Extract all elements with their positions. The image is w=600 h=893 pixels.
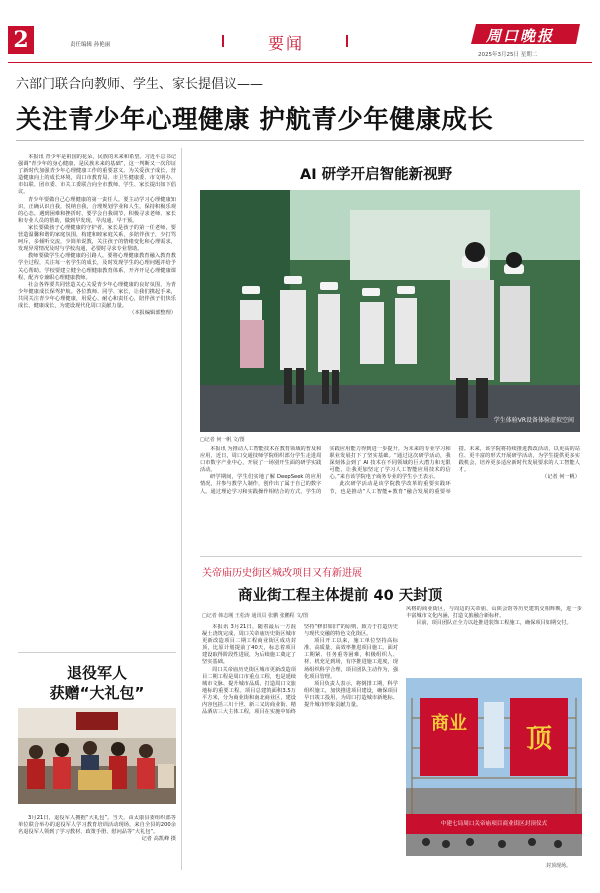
vr-paragraph: 本报讯 为推动人工智能技术在教育领域的普及和应用，近日，周口交通技师学院组织部分学生走进周口市数字产业中心，开展了一场别开生面的研学实践活动。 <box>200 446 322 474</box>
headline-rule <box>16 140 584 141</box>
lead-byline: （本报编辑部整理） <box>129 310 176 317</box>
street-headline: 商业街工程主体提前 40 天封顶 <box>238 588 443 604</box>
lead-paragraph: 社会各界要共同营造关心关爱青少年心理健康的良好氛围，为青少年健康成长保驾护航。各位教师、同学、家长，让我们携起手来，共同关注青少年心理健康，用爱心、耐心和责任心，陪伴孩子们快乐成长、健康成长，为建设现代化周口贡献力量。 <box>18 281 176 309</box>
street-photo <box>406 678 582 856</box>
street-paragraph: 本报讯 3月21日，随着最后一方混凝土浇筑完成，周口关帝庙历史街区城市更新改造项目二期工程商业街区成功封顶，比原计划提前了40天，标志着项目建设取得阶段性进展，为后续施工奠定了坚实基础。 <box>202 624 296 666</box>
vr-paragraph: 此次研学活动是该学院教学改革的重要实践环节，也是推动“人工智能+教育”融合发展的重要举措。未来，该学院将持续推进教改活动，以更高的站位、更丰富的形式开展研学活动，为学生提供更多实践机会，培养更多适应新时代发展要求的人工智能人才。 <box>329 446 580 495</box>
vr-photo-overlay: 学生体验VR设备体验虚拟空间 <box>493 417 574 424</box>
lead-paragraph: 本报讯 青少年是祖国的花朵，民族的未来和希望。习近平总书记强调“青少年的身心健康，是民族未来的基础”，这一判断又一次印证了新时代加强青少年心理健康工作的重要意义。为关爱孩子成长，营造健康向上的成长环境，周口市教育局、市卫生健康委、市文明办、市妇联、团市委、市关工委联合向全市教师、学生、家长提出如下倡议。 <box>18 154 176 196</box>
column-separator <box>181 148 182 870</box>
masthead-rule <box>8 62 592 63</box>
street-side-paragraph: 风格的商业街区，与周边的关帝庙、山陕会馆等历史建筑交相辉映，进一步丰富城市文化内涵，打造文旅融合新标杆。 <box>406 606 582 620</box>
veteran-photo-scene <box>18 708 176 804</box>
street-byline: □记者 韩志刚 王松涛 通讯员 张鹏 张鹏程 文/图 <box>202 613 308 619</box>
street-photo-scene <box>406 678 582 856</box>
lead-paragraph: 教师要做学生心理健康的引路人。要将心理健康教育融入教育教学全过程，关注每一名学生的成长，及时发现学生的心理问题并给予关心帮助。学校要建立健全心理健康教育体系，开齐开足心理健康课程，配齐专兼职心理健康教师。 <box>18 253 176 281</box>
street-paragraph: 项目开工以来，施工单位坚持高标准、高质量、高效率推进项目施工。面对工期紧、任务重等困难，积极组织人、材、机充足到场，有序推进施工进度，现场组织科学合理，项目团队主动作为，强化项目管理。 <box>304 638 398 680</box>
banner-left-text: 商业 <box>431 713 467 734</box>
paper-name-logo <box>470 23 582 45</box>
section-divider-right <box>346 35 348 47</box>
banner-right-text: 顶 <box>525 724 552 754</box>
vr-body <box>200 446 580 546</box>
left-column-rule <box>18 652 176 653</box>
page-number-box <box>8 26 34 54</box>
street-photo-credit: 封顶现场。 <box>546 863 572 869</box>
lead-body <box>18 154 176 634</box>
veteran-credit: 记者 高凯峰 摄 <box>141 836 176 843</box>
vr-paragraph: 研学期间，学生们实地了解 DeepSeek 的应用情况，并参与教学人制作，创作出了属于自己的数字人。通过理论学习和实践操作相结合的方式，学生的实践应用能力得到进一步提升，为未来的专业学习和职业发展打下了坚实基础。“通过这次研学活动，我深刻体会到了 AI 技术在不同领域的巨大潜力和无限可能，让我更加坚定了学习人工智能应用技术的信心。”来自该学院电子商务专业的学生小王表示。 <box>200 446 451 495</box>
paper-name: 周口晚报 <box>486 27 555 45</box>
banner-caption: 中建七局周口关帝庙项目商业街区封顶仪式 <box>440 821 548 827</box>
section-title: 要闻 <box>268 34 305 53</box>
lead-kicker: 六部门联合向教师、学生、家长提倡议—— <box>16 77 264 92</box>
street-side-paragraph: 目前，项目团队正全力以赴推进装饰工程施工，确保项目如期交付。 <box>416 620 572 627</box>
veteran-caption <box>18 815 176 873</box>
vr-photo-credit: □记者 何一帆 文/图 <box>200 437 245 443</box>
veteran-headline-1: 退役军人 <box>66 664 127 682</box>
street-paragraph: 周口关帝庙历史街区城市更新改造项目二期工程是周口市重点工程，也是延续城市文脉、提升城市品质、打造周口文旅地标的重要工程。项目总建筑面积3.5万平方米，分为商业街和南北商业区，建设内容包括三川十世、新三义坊商业街、精品酒店三大主体工程，项目在实施中始终坚持“修旧如旧”的原则，致力于打造历史与现代交融的特色文化街区。 <box>202 624 398 716</box>
page-number: 2 <box>13 27 29 53</box>
section-divider-left <box>222 35 224 47</box>
veteran-caption-text: 3月21日，退役军人拥抱“大礼包”。当天，由太康县委组织部等单位联合举办的退役军人学习教育培训活动现场，来自全县的200余名退役军人领到了学习教材、政策手册、慰问品等“大礼包”。 <box>18 815 176 836</box>
veteran-photo <box>18 708 176 804</box>
street-paragraph: 项目负责人表示，将倒排工期，科学组织施工，加快推进项目建设，确保项目早日竣工投用，为周口打造城市新地标、提升城市形象贡献力量。 <box>304 680 398 709</box>
street-body <box>202 624 398 872</box>
date-line: 2025年3月25日 星期二 <box>478 52 538 58</box>
vr-photo <box>200 190 580 432</box>
vr-bottom-rule <box>200 556 582 557</box>
veteran-headline-2: 获赠“大礼包” <box>49 684 145 702</box>
lead-paragraph: 家长要做孩子心理健康的守护者。家长是孩子的第一任老师，要营造温馨和谐的家庭氛围，构建和睦家庭关系，多陪伴孩子，少打骂呵斥，多倾听交流，少简单说教，关注孩子的情绪变化和心理需求，发现异常情况及时与学校沟通，必要时寻求专业帮助。 <box>18 224 176 253</box>
vr-byline: （记者 何一帆） <box>542 474 580 481</box>
editor-line: 责任编辑 孙艳丽 <box>70 42 111 48</box>
vr-photo-scene <box>200 190 580 432</box>
vr-headline: AI 研学开启智能新视野 <box>300 167 453 183</box>
street-side-body <box>406 606 582 666</box>
lead-paragraph: 青少年要做自己心理健康的第一责任人。要主动学习心理健康知识，正确认识自我，悦纳自我，合理规划学业和人生，保持积极乐观的心态。遇到困难和挫折时，要学会自我调节，积极寻求老师、家长和专业人员的帮助，做到早发现、早沟通、早干预。 <box>18 196 176 224</box>
lead-headline: 关注青少年心理健康 护航青少年健康成长 <box>16 105 494 135</box>
street-kicker: 关帝庙历史街区城改项目又有新进展 <box>202 568 362 579</box>
